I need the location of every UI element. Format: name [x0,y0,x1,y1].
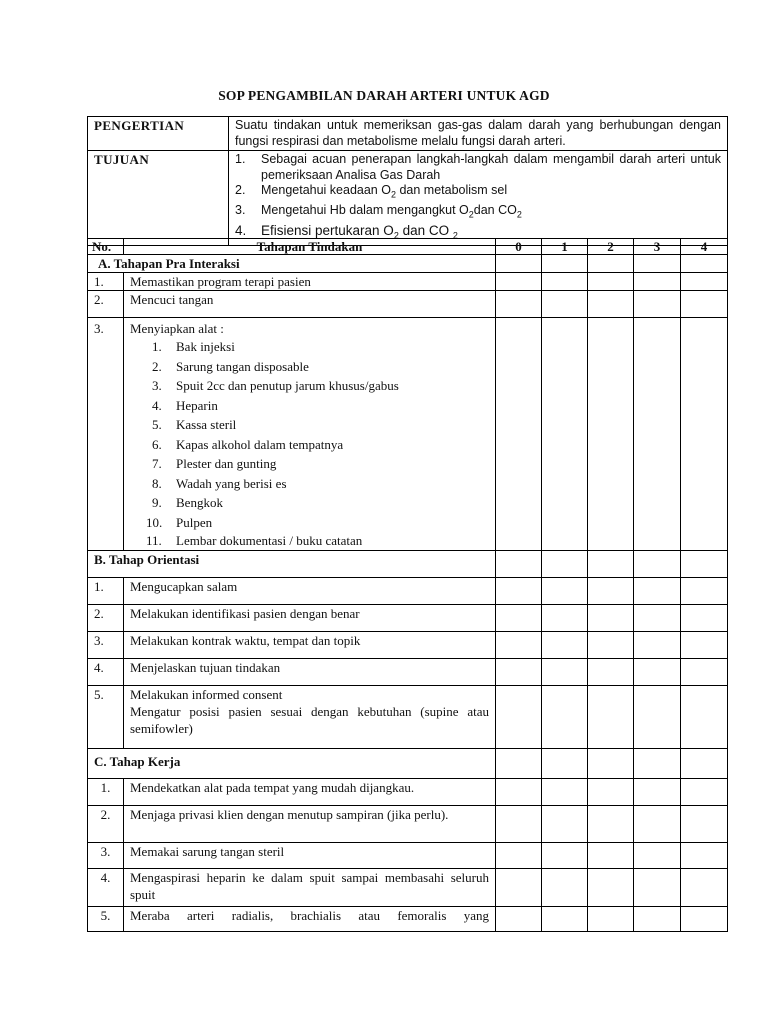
table-row [88,578,728,605]
score-cell[interactable] [588,806,634,843]
score-cell[interactable] [681,273,728,291]
row-number: 4. [88,869,124,907]
score-cell[interactable] [542,273,588,291]
header-score: 4 [681,239,728,255]
row-text: Mengucapkan salam [124,578,496,605]
list-item: 10. Pulpen [146,514,213,530]
score-cell[interactable] [681,255,728,273]
pengertian-text: Suatu tindakan untuk memeriksan gas-gas dalam darah yang berhubungan dengan fungsi respirasi dan metabolisme melalu fungsi darah arteri. [229,117,728,151]
row-number: 1. [88,578,124,605]
score-cell[interactable] [496,551,542,578]
score-cell[interactable] [681,632,728,659]
score-cell[interactable] [681,869,728,907]
score-cell[interactable] [634,843,681,869]
score-cell[interactable] [634,686,681,749]
score-cell[interactable] [496,869,542,907]
score-cell[interactable] [681,843,728,869]
row-text: Melakukan kontrak waktu, tempat dan topik [124,632,496,659]
score-cell[interactable] [681,907,728,932]
header-action: Tahapan Tindakan [124,239,496,255]
score-cell[interactable] [681,686,728,749]
tujuan-item-number: 1. [235,152,246,166]
score-cell[interactable] [588,686,634,749]
row-text [124,318,496,551]
table-row [88,843,728,869]
row-text: Mencuci tangan [124,291,496,318]
score-cell[interactable] [634,291,681,318]
list-item: 1. Bak injeksi [152,339,235,354]
row-text: Meraba arteri radialis, brachialis atau femoralis yang [124,907,496,932]
table-row [88,605,728,632]
pengertian-label: PENGERTIAN [88,117,229,151]
score-cell[interactable] [681,779,728,806]
score-cell[interactable] [542,869,588,907]
score-cell[interactable] [588,578,634,605]
score-cell[interactable] [588,291,634,318]
row-number: 3. [88,632,124,659]
score-cell[interactable] [496,843,542,869]
score-cell[interactable] [496,255,542,273]
procedure-table [87,238,728,932]
score-cell[interactable] [542,749,588,779]
row-text: Memakai sarung tangan steril [124,843,496,869]
tujuan-label: TUJUAN [88,151,229,246]
score-cell[interactable] [496,578,542,605]
table-row [88,686,728,749]
info-table [87,116,728,246]
tujuan-item [235,183,721,203]
tujuan-item-text: Efisiensi pertukaran $O_2$ dan CO $_2$ [261,223,458,241]
score-cell[interactable] [681,749,728,779]
list-item: 9. Bengkok [152,495,223,510]
score-cell[interactable] [496,605,542,632]
score-cell[interactable] [496,686,542,749]
tujuan-row [88,151,728,246]
score-cell[interactable] [496,318,542,551]
score-cell[interactable] [634,273,681,291]
row-text: Memastikan program terapi pasien [124,273,496,291]
document-title: SOP PENGAMBILAN DARAH ARTERI UNTUK AGD [218,88,550,103]
section-title: A. Tahapan Pra Interaksi [88,255,496,273]
row-text: Melakukan identifikasi pasien dengan benar [124,605,496,632]
score-cell[interactable] [634,907,681,932]
score-cell[interactable] [542,578,588,605]
row-number: 1. [88,779,124,806]
section-header [88,749,728,779]
header-score: 1 [542,239,588,255]
header-no: No. [88,239,124,255]
section-header [88,255,728,273]
section-header [88,551,728,578]
list-item: 4. Heparin [152,397,218,413]
score-cell[interactable] [634,318,681,551]
score-cell[interactable] [634,255,681,273]
row-text: Menjelaskan tujuan tindakan [124,659,496,686]
score-cell[interactable] [634,806,681,843]
score-cell[interactable] [588,255,634,273]
score-cell[interactable] [681,659,728,686]
row-number: 2. [88,605,124,632]
score-cell[interactable] [588,659,634,686]
tujuan-item-number: 3. [235,203,246,217]
tujuan-list-cell [229,151,728,246]
tujuan-item-text: Mengetahui Hb dalam mengangkut $O_2dan$ $CO_2$ [261,203,522,220]
score-cell[interactable] [634,605,681,632]
header-score: 3 [634,239,681,255]
score-cell[interactable] [588,869,634,907]
score-cell[interactable] [542,659,588,686]
table-row [88,659,728,686]
score-cell[interactable] [588,273,634,291]
table-row [88,869,728,907]
list-item: 8. Wadah yang berisi es [152,475,287,491]
score-cell[interactable] [496,749,542,779]
score-cell[interactable] [496,779,542,806]
pengertian-row [88,117,728,151]
score-cell[interactable] [542,318,588,551]
tujuan-item [235,152,721,183]
row-number: 3. [88,318,124,551]
tujuan-item-text: Mengetahui keadaan $O_2$ dan metabolism sel [261,183,508,200]
score-cell[interactable] [634,632,681,659]
score-cell[interactable] [681,578,728,605]
row-number: 2. [88,806,124,843]
tujuan-item [235,203,721,223]
row-number: 5. [88,907,124,932]
score-cell[interactable] [634,578,681,605]
score-cell[interactable] [542,907,588,932]
score-cell[interactable] [588,318,634,551]
list-item: 6. Kapas alkohol dalam tempatnya [152,436,344,452]
row-number: 1. [88,273,124,291]
score-cell[interactable] [496,291,542,318]
table-row [88,273,728,291]
header-score: 2 [588,239,634,255]
score-cell[interactable] [588,779,634,806]
equipment-list [130,337,489,550]
list-item: 11. Lembar dokumentasi / buku catatan [146,533,363,548]
score-cell[interactable] [681,551,728,578]
score-cell[interactable] [542,632,588,659]
score-cell[interactable] [681,291,728,318]
score-cell[interactable] [588,551,634,578]
table-row [88,632,728,659]
table-row [88,806,728,843]
section-title: B. Tahap Orientasi [88,551,496,578]
score-cell[interactable] [634,749,681,779]
score-cell[interactable] [542,779,588,806]
score-cell[interactable] [681,605,728,632]
row-text: Mengaspirasi heparin ke dalam spuit sampai membasahi seluruh spuit [124,869,496,907]
tujuan-item-text: Sebagai acuan penerapan langkah-langkah dalam mengambil darah arteri untuk pemeriksaan Analisa Gas Darah [261,152,721,182]
score-cell[interactable] [588,605,634,632]
score-cell[interactable] [634,659,681,686]
score-cell[interactable] [542,605,588,632]
tujuan-list [235,152,721,244]
tujuan-item-number: 4. [235,223,247,238]
tujuan-item-number: 2. [235,183,246,197]
list-item: 3. Spuit 2cc dan penutup jarum khusus/gabus [152,378,399,393]
table-row [88,291,728,318]
score-cell[interactable] [681,318,728,551]
row-number: 2. [88,291,124,318]
row-text: Menjaga privasi klien dengan menutup sampiran (jika perlu). [124,806,496,843]
score-cell[interactable] [542,806,588,843]
table-row [88,318,728,551]
score-cell[interactable] [634,551,681,578]
score-cell[interactable] [496,632,542,659]
score-cell[interactable] [588,907,634,932]
score-cell[interactable] [542,255,588,273]
row-text: Melakukan informed consent Mengatur posisi pasien sesuai dengan kebutuhan (supine atau semifowler) [124,686,496,749]
table-header [88,239,728,255]
score-cell[interactable] [542,551,588,578]
score-cell[interactable] [542,843,588,869]
score-cell[interactable] [496,659,542,686]
list-item: 2. Sarung tangan disposable [152,358,309,374]
score-cell[interactable] [588,843,634,869]
score-cell[interactable] [588,632,634,659]
score-cell[interactable] [496,806,542,843]
score-cell[interactable] [681,806,728,843]
score-cell[interactable] [496,273,542,291]
row-text: Mendekatkan alat pada tempat yang mudah dijangkau. [124,779,496,806]
list-item: 7. Plester dan gunting [152,456,277,471]
list-item: 5. Kassa steril [152,417,237,432]
row-number: 4. [88,659,124,686]
header-score: 0 [496,239,542,255]
table-row [88,779,728,806]
equipment-heading: Menyiapkan alat : [130,321,224,336]
row-number: 5. [88,686,124,749]
table-row [88,907,728,932]
score-cell[interactable] [542,291,588,318]
row-number: 3. [88,843,124,869]
score-cell[interactable] [634,869,681,907]
score-cell[interactable] [496,907,542,932]
score-cell[interactable] [634,779,681,806]
score-cell[interactable] [588,749,634,779]
section-title: C. Tahap Kerja [88,749,496,779]
score-cell[interactable] [542,686,588,749]
